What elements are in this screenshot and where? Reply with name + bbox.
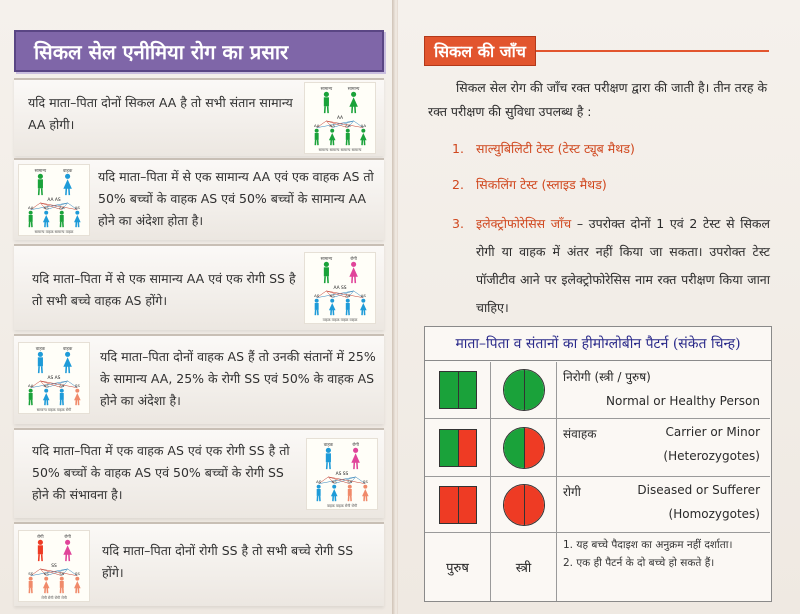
person-body-icon — [346, 133, 350, 140]
family-tree-figure — [304, 252, 376, 324]
half-left — [440, 372, 458, 408]
person-head-icon — [361, 299, 365, 303]
legend-notes — [563, 537, 768, 571]
person-head-icon — [44, 577, 48, 581]
legend-heading: माता–पिता व संतानों का हीमोग्लोबीन पैटर्न (संकेत चिन्ह) — [425, 327, 771, 361]
card-carrier-diseased — [14, 428, 384, 518]
person-body-icon — [317, 489, 321, 496]
person-head-icon — [60, 389, 64, 393]
person-head-icon — [60, 577, 64, 581]
parent-label: रोगी — [352, 442, 359, 448]
person-head-icon — [361, 129, 365, 133]
legend-row-diseased — [425, 477, 770, 533]
person-head-icon — [346, 129, 350, 133]
child-caption: वाहक वाहक रोगी रोगी — [326, 504, 358, 509]
left-page-title: सिकल सेल एनीमिया रोग का प्रसार — [14, 30, 384, 72]
half-right — [524, 428, 545, 468]
person-body-icon — [74, 393, 81, 400]
person-body-icon — [326, 453, 331, 462]
card-diseased-diseased — [14, 522, 384, 606]
half-right — [458, 487, 477, 523]
person-body-icon — [43, 581, 50, 588]
person-body-icon — [63, 179, 72, 188]
person-head-icon — [351, 92, 356, 97]
test-item-3 — [452, 210, 770, 322]
card-normal-normal — [14, 78, 384, 156]
person-body-icon — [329, 133, 336, 140]
person-head-icon — [38, 174, 43, 179]
right-page-title: सिकल की जाँच — [424, 36, 536, 66]
person-head-icon — [324, 262, 329, 267]
child-genotype-label: AA — [27, 204, 34, 210]
child-genotype-label: AS — [345, 292, 351, 298]
circle-female-carrier-icon — [503, 427, 545, 469]
parent-label: रोगी — [350, 256, 357, 262]
person-body-icon — [362, 489, 369, 496]
person-head-icon — [324, 92, 329, 97]
parent-label: वाहक — [35, 346, 45, 352]
card-normal-carrier — [14, 158, 384, 240]
person-body-icon — [324, 267, 329, 276]
female-label: स्त्री — [491, 533, 557, 601]
child-caption: सामान्य सामान्य सामान्य सामान्य — [318, 148, 362, 153]
parent-label: सामान्य — [320, 256, 333, 262]
female-symbol-cell — [491, 362, 557, 418]
circle-female-diseased-icon — [503, 484, 545, 526]
male-symbol-cell — [425, 362, 491, 418]
parent-label: वाहक — [63, 168, 73, 174]
person-body-icon — [360, 303, 367, 310]
legend-english-line2: (Heterozygotes) — [663, 449, 760, 463]
person-head-icon — [363, 485, 367, 489]
person-body-icon — [74, 215, 81, 222]
person-head-icon — [75, 577, 79, 581]
legend-english-line2: Normal or Healthy Person — [606, 394, 760, 408]
card-text: यदि माता–पिता दोनों वाहक AS हैं तो उनकी संतानों में 25% के सामान्य AA, 25% के रोगी SS एवं 50% के वाहक AS होने का अंदेशा है। — [100, 349, 376, 408]
person-body-icon — [60, 393, 64, 400]
person-head-icon — [326, 448, 331, 453]
legend-note-2: 2. एक ही पैटर्न के दो बच्चे हो सकते हैं। — [563, 557, 715, 569]
test-title: सिकलिंग टेस्ट (स्लाइड मैथड) — [476, 177, 607, 192]
person-body-icon — [63, 357, 72, 366]
family-tree-figure — [304, 82, 376, 154]
person-head-icon — [317, 485, 321, 489]
half-left — [504, 370, 524, 410]
family-tree-figure — [18, 164, 90, 236]
parent-genotype-label: AA SS — [333, 285, 347, 291]
child-genotype-label: SS — [59, 570, 65, 576]
person-head-icon — [75, 211, 79, 215]
card-normal-diseased — [14, 244, 384, 330]
child-genotype-label: SS — [347, 478, 353, 484]
person-head-icon — [330, 129, 334, 133]
person-head-icon — [330, 299, 334, 303]
person-head-icon — [29, 577, 33, 581]
person-head-icon — [332, 485, 336, 489]
child-genotype-label: AS — [331, 478, 337, 484]
person-head-icon — [38, 352, 43, 357]
test-title: इलेक्ट्रोफोरेसिस जाँच — [476, 216, 572, 231]
person-head-icon — [351, 262, 356, 267]
person-body-icon — [349, 97, 358, 106]
family-tree-icon — [305, 83, 375, 153]
legend-hindi-label: संवाहक — [563, 427, 597, 441]
person-body-icon — [29, 215, 33, 222]
child-genotype-label: SS — [362, 478, 368, 484]
person-body-icon — [38, 357, 43, 366]
child-genotype-label: AA — [313, 122, 320, 128]
family-tree-figure — [306, 438, 378, 510]
test-title: साल्युबिलिटी टेस्ट (टेस्ट ट्यूब मैथड) — [476, 141, 635, 156]
test-number: 1. — [452, 141, 464, 156]
person-body-icon — [43, 215, 50, 222]
child-genotype-label: AA — [59, 204, 65, 210]
card-carrier-carrier — [14, 334, 384, 424]
parent-genotype-label: AS AS — [47, 375, 61, 381]
test-body — [476, 210, 770, 322]
person-body-icon — [38, 179, 43, 188]
person-head-icon — [29, 211, 33, 215]
child-caption: सामान्य वाहक सामान्य वाहक — [34, 230, 74, 235]
test-number: 3. — [452, 216, 464, 231]
person-body-icon — [38, 545, 43, 554]
family-tree-figure — [18, 530, 90, 602]
legend-hindi-label: निरोगी (स्त्री / पुरुष) — [563, 370, 651, 384]
test-description: – उपरोक्त दोनों 1 एवं 2 टेस्ट से सिकल रोगी या वाहक में अंतर नहीं किया जा सकता। उपरोक्त टेस्ट पॉजीटीव आने पर इलेक्ट्रोफोरेसिस नाम रक्त परीक्षण किया जाना चाहिए। — [476, 216, 770, 315]
child-genotype-label: SS — [74, 382, 80, 388]
half-right — [458, 372, 477, 408]
person-body-icon — [351, 453, 360, 462]
child-genotype-label: AS — [314, 292, 320, 298]
female-symbol-cell — [491, 419, 557, 476]
child-genotype-label: AS — [74, 204, 80, 210]
person-head-icon — [315, 129, 319, 133]
child-genotype-label: AS — [316, 478, 322, 484]
person-head-icon — [346, 299, 350, 303]
family-tree-figure — [18, 342, 90, 414]
parent-label: वाहक — [63, 346, 73, 352]
family-tree-icon — [19, 343, 89, 413]
test-number: 2. — [452, 177, 464, 192]
child-genotype-label: SS — [74, 570, 80, 576]
child-genotype-label: AA — [360, 122, 367, 128]
legend-text-cell — [557, 477, 770, 532]
square-male-normal-icon — [439, 371, 477, 409]
person-body-icon — [63, 545, 72, 554]
family-tree-icon — [19, 531, 89, 601]
person-body-icon — [29, 581, 33, 588]
person-head-icon — [38, 540, 43, 545]
person-body-icon — [331, 489, 338, 496]
square-male-diseased-icon — [439, 486, 477, 524]
legend-row-normal — [425, 362, 770, 419]
male-symbol-cell — [425, 477, 491, 532]
person-body-icon — [315, 303, 319, 310]
person-head-icon — [315, 299, 319, 303]
hemoglobin-legend-table — [424, 326, 772, 602]
child-genotype-label: AA — [27, 382, 34, 388]
parent-label: सामान्य — [320, 86, 333, 92]
person-head-icon — [65, 174, 70, 179]
person-head-icon — [44, 211, 48, 215]
person-body-icon — [329, 303, 336, 310]
female-symbol-cell — [491, 477, 557, 532]
person-body-icon — [360, 133, 367, 140]
legend-row-carrier — [425, 419, 770, 477]
person-head-icon — [75, 389, 79, 393]
child-genotype-label: AS — [59, 382, 65, 388]
person-head-icon — [65, 352, 70, 357]
legend-english-line1: Carrier or Minor — [665, 425, 760, 439]
person-head-icon — [353, 448, 358, 453]
person-body-icon — [349, 267, 358, 276]
half-left — [440, 487, 458, 523]
legend-note-1: 1. यह बच्चे पैदाइश का अनुक्रम नहीं दर्शाता। — [563, 539, 733, 551]
legend-text-cell — [557, 419, 770, 476]
child-genotype-label: SS — [43, 570, 49, 576]
person-body-icon — [324, 97, 329, 106]
child-genotype-label: SS — [28, 570, 34, 576]
half-left — [504, 485, 524, 525]
legend-footer — [425, 533, 770, 601]
circle-female-normal-icon — [503, 369, 545, 411]
child-genotype-label: AS — [329, 292, 335, 298]
parent-label: रोगी — [37, 534, 44, 540]
person-body-icon — [346, 303, 350, 310]
person-head-icon — [348, 485, 352, 489]
parent-label: रोगी — [64, 534, 71, 540]
person-body-icon — [348, 489, 352, 496]
male-label: पुरुष — [425, 533, 491, 601]
card-text: यदि माता–पिता में से एक सामान्य AA एवं एक वाहक AS तो 50% बच्चों के वाहक AS एवं 50% बच्चों के सामान्य AA होने का अंदेशा होता है। — [98, 169, 374, 228]
male-symbol-cell — [425, 419, 491, 476]
child-caption: रोगी रोगी रोगी रोगी — [41, 596, 67, 601]
parent-label: सामान्य — [34, 168, 47, 174]
person-body-icon — [315, 133, 319, 140]
half-left — [504, 428, 524, 468]
family-tree-icon — [305, 253, 375, 323]
child-genotype-label: AS — [43, 204, 49, 210]
child-caption: वाहक वाहक वाहक वाहक — [322, 318, 358, 323]
person-head-icon — [60, 211, 64, 215]
person-body-icon — [43, 393, 50, 400]
card-text: यदि माता–पिता में एक वाहक AS एवं एक रोगी SS है तो 50% बच्चों के वाहक AS एवं 50% बच्चों के रोगी SS होने की संभावना है। — [32, 443, 290, 502]
child-caption: सामान्य वाहक वाहक रोगी — [36, 408, 72, 413]
half-right — [458, 430, 477, 466]
child-genotype-label: AA — [345, 122, 351, 128]
legend-english-line2: (Homozygotes) — [668, 507, 760, 521]
child-genotype-label: AS — [360, 292, 366, 298]
parent-genotype-label: AA AS — [47, 197, 61, 203]
intro-paragraph: सिकल सेल रोग की जाँच रक्त परीक्षण द्वारा की जाती है। तीन तरह के रक्त परीक्षण की सुविधा उपलब्ध है : — [428, 80, 768, 119]
child-genotype-label: AA — [329, 122, 335, 128]
parent-label: सामान्य — [347, 86, 360, 92]
family-tree-icon — [307, 439, 377, 509]
legend-hindi-label: रोगी — [563, 485, 581, 499]
person-body-icon — [74, 581, 81, 588]
person-body-icon — [60, 581, 64, 588]
parent-genotype-label: SS — [51, 563, 57, 569]
half-right — [524, 370, 545, 410]
child-genotype-label: AS — [43, 382, 49, 388]
parent-label: वाहक — [323, 442, 333, 448]
person-body-icon — [29, 393, 33, 400]
parent-genotype-label: AS SS — [335, 471, 349, 477]
person-head-icon — [29, 389, 33, 393]
card-text: यदि माता–पिता दोनों सिकल AA है तो सभी संतान सामान्य AA होगी। — [28, 95, 293, 132]
legend-english-line1: Diseased or Sufferer — [637, 483, 760, 497]
legend-text-cell — [557, 362, 770, 418]
family-tree-icon — [19, 165, 89, 235]
card-text: यदि माता–पिता में से एक सामान्य AA एवं एक रोगी SS है तो सभी बच्चे वाहक AS होंगे। — [32, 271, 296, 308]
card-text: यदि माता–पिता दोनों रोगी SS है तो सभी बच्चे रोगी SS होंगे। — [102, 543, 354, 580]
person-head-icon — [44, 389, 48, 393]
person-body-icon — [60, 215, 64, 222]
square-male-carrier-icon — [439, 429, 477, 467]
half-right — [524, 485, 545, 525]
person-head-icon — [65, 540, 70, 545]
parent-genotype-label: AA — [336, 115, 344, 121]
half-left — [440, 430, 458, 466]
